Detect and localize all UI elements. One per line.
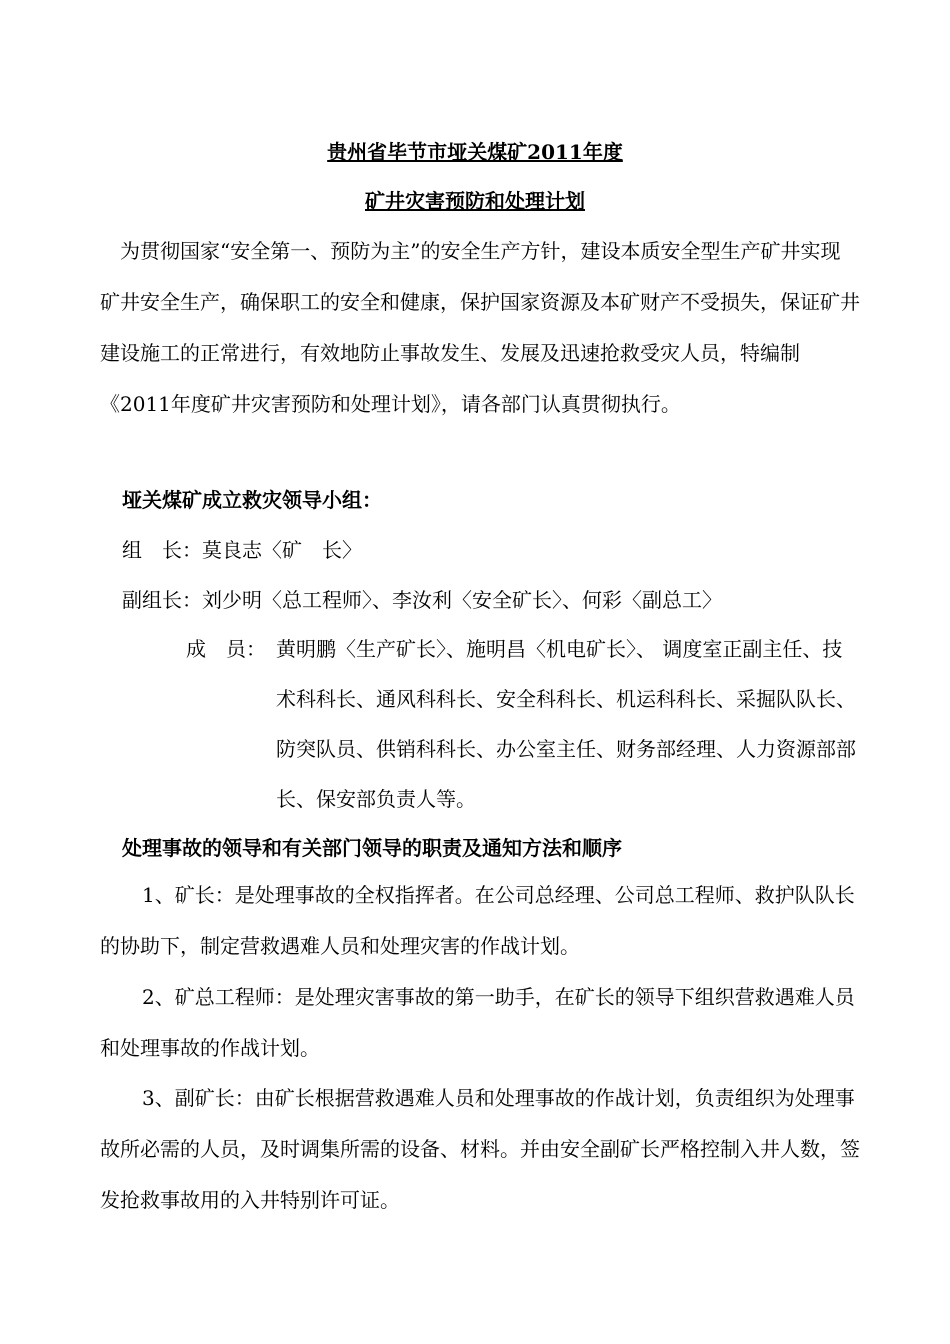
group-leader-line: 组 长：莫良志〈矿 长〉 (122, 538, 362, 562)
members-label: 成 员： (186, 637, 266, 661)
duty-item-chief-engineer: 2、矿总工程师：是处理灾害事故的第一助手，在矿长的领导下组织营救遇难人员和处理事故的作战计划。 (100, 985, 855, 1060)
members-list: 黄明鹏〈生产矿长〉、施明昌〈机电矿长〉、 调度室正副主任、技术科科长、通风科科长、安全科科长、机运科科长、采掘队队长、防突队员、供销科科长、办公室主任、财务部经理、人力资源部部长、保安部负责人等。 (276, 637, 856, 811)
leadership-group-heading: 垭关煤矿成立救灾领导小组： (122, 488, 382, 512)
document-title-line-2: 矿井灾害预防和处理计划 (365, 189, 585, 213)
duty-item-mine-director: 1、矿长：是处理事故的全权指挥者。在公司总经理、公司总工程师、救护队队长的协助下，制定营救遇难人员和处理灾害的作战计划。 (100, 883, 855, 958)
document-title-line-1: 贵州省毕节市垭关煤矿2011年度 (327, 140, 623, 164)
intro-paragraph: 为贯彻国家“安全第一、预防为主”的安全生产方针，建设本质安全型生产矿井实现矿井安全生产，确保职工的安全和健康，保护国家资源及本矿财产不受损失，保证矿井建设施工的正常进行，有效地防止事故发生、发展及迅速抢救受灾人员，特编制《2011年度矿井灾害预防和处理计划》，请各部门认真贯彻执行。 (100, 239, 860, 416)
duties-heading: 处理事故的领导和有关部门领导的职责及通知方法和顺序 (122, 836, 622, 860)
duty-item-deputy-director: 3、副矿长：由矿长根据营救遇难人员和处理事故的作战计划，负责组织为处理事故所必需的人员，及时调集所需的设备、材料。并由安全副矿长严格控制入井人数，签发抢救事故用的入井特别许可证。 (100, 1086, 860, 1212)
deputy-leader-line: 副组长：刘少明〈总工程师〉、李汝利〈安全矿长〉、何彩〈副总工〉 (122, 588, 722, 612)
